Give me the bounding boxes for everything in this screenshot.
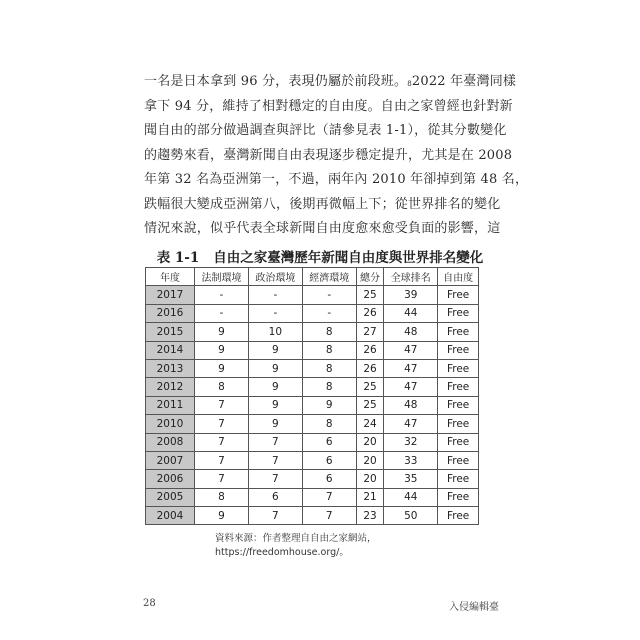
cell-political: 9	[248, 396, 302, 414]
cell-global-rank: 48	[384, 396, 438, 414]
header-status: 自由度	[438, 268, 479, 286]
body-line-1	[144, 70, 517, 95]
body-line-5: 年第 32 名為亞洲第一，不過，兩年內 2010 年卻掉到第 48 名，	[144, 172, 529, 187]
table-row	[146, 304, 479, 322]
cell-legal: 7	[195, 433, 249, 451]
cell-global-rank: 39	[384, 286, 438, 304]
table-caption	[0, 246, 640, 266]
cell-year: 2017	[146, 286, 195, 304]
body-line-7: 情況來說，似乎代表全球新聞自由度愈來愈受負面的影響，這	[144, 221, 501, 236]
cell-total: 25	[356, 378, 384, 396]
cell-economic: 7	[302, 488, 356, 506]
cell-political: 10	[248, 323, 302, 341]
cell-legal: 9	[195, 341, 249, 359]
cell-total: 26	[356, 304, 384, 322]
header-economic: 經濟環境	[302, 268, 356, 286]
cell-global-rank: 44	[384, 304, 438, 322]
cell-political: -	[248, 304, 302, 322]
table-row	[146, 323, 479, 341]
cell-economic: 8	[302, 415, 356, 433]
body-line-1-tail: 2022 年臺灣同樣	[411, 74, 517, 89]
cell-global-rank: 35	[384, 470, 438, 488]
cell-legal: -	[195, 304, 249, 322]
cell-status: Free	[438, 415, 479, 433]
cell-global-rank: 47	[384, 378, 438, 396]
cell-political: 7	[248, 507, 302, 525]
cell-total: 24	[356, 415, 384, 433]
cell-status: Free	[438, 341, 479, 359]
footnote-marker: 8	[407, 80, 412, 88]
cell-political: 9	[248, 341, 302, 359]
body-line-3: 聞自由的部分做過調查與評比（請參見表 1-1），從其分數變化	[144, 123, 507, 138]
table-row	[146, 396, 479, 414]
cell-political: 7	[248, 433, 302, 451]
header-total: 總分	[356, 268, 384, 286]
running-title: 入侵編輯臺	[449, 602, 499, 613]
cell-total: 25	[356, 286, 384, 304]
cell-status: Free	[438, 286, 479, 304]
table-row	[146, 470, 479, 488]
cell-economic: 8	[302, 341, 356, 359]
cell-economic: 6	[302, 451, 356, 469]
cell-economic: 6	[302, 433, 356, 451]
cell-status: Free	[438, 433, 479, 451]
cell-economic: 9	[302, 396, 356, 414]
cell-status: Free	[438, 451, 479, 469]
table-row	[146, 286, 479, 304]
cell-legal: 7	[195, 415, 249, 433]
table-body	[146, 286, 479, 525]
cell-status: Free	[438, 470, 479, 488]
table-row	[146, 378, 479, 396]
cell-year: 2013	[146, 359, 195, 377]
press-freedom-table	[145, 267, 479, 525]
cell-global-rank: 48	[384, 323, 438, 341]
page-number: 28	[143, 598, 156, 609]
cell-political: 9	[248, 359, 302, 377]
cell-legal: 7	[195, 451, 249, 469]
cell-total: 20	[356, 451, 384, 469]
cell-total: 25	[356, 396, 384, 414]
cell-political: -	[248, 286, 302, 304]
cell-legal: 7	[195, 470, 249, 488]
cell-political: 9	[248, 415, 302, 433]
cell-status: Free	[438, 507, 479, 525]
cell-total: 20	[356, 433, 384, 451]
cell-political: 9	[248, 378, 302, 396]
cell-legal: 9	[195, 507, 249, 525]
cell-economic: 6	[302, 470, 356, 488]
cell-global-rank: 50	[384, 507, 438, 525]
cell-global-rank: 47	[384, 341, 438, 359]
table-row	[146, 433, 479, 451]
cell-total: 26	[356, 359, 384, 377]
cell-year: 2008	[146, 433, 195, 451]
cell-global-rank: 47	[384, 359, 438, 377]
cell-global-rank: 44	[384, 488, 438, 506]
body-line-1-head: 一名是日本拿到 96 分，表現仍屬於前段班。	[144, 74, 408, 89]
cell-total: 27	[356, 323, 384, 341]
body-paragraph	[144, 70, 529, 242]
cell-legal: 9	[195, 323, 249, 341]
body-line-4: 的趨勢來看，臺灣新聞自由表現逐步穩定提升，尤其是在 2008	[144, 147, 513, 163]
cell-status: Free	[438, 396, 479, 414]
cell-political: 7	[248, 451, 302, 469]
cell-economic: -	[302, 304, 356, 322]
header-legal: 法制環境	[195, 268, 249, 286]
cell-legal: 8	[195, 488, 249, 506]
cell-status: Free	[438, 359, 479, 377]
table-row	[146, 451, 479, 469]
cell-status: Free	[438, 304, 479, 322]
table-header-row	[146, 268, 479, 286]
cell-year: 2015	[146, 323, 195, 341]
cell-year: 2006	[146, 470, 195, 488]
cell-status: Free	[438, 378, 479, 396]
table-row	[146, 488, 479, 506]
header-year: 年度	[146, 268, 195, 286]
body-line-6: 跌幅很大變成亞洲第八，後期再微幅上下；從世界排名的變化	[144, 196, 501, 212]
cell-economic: 7	[302, 507, 356, 525]
cell-status: Free	[438, 488, 479, 506]
cell-year: 2012	[146, 378, 195, 396]
cell-total: 23	[356, 507, 384, 525]
cell-global-rank: 33	[384, 451, 438, 469]
table-caption-number: 表 1-1	[156, 250, 200, 266]
cell-year: 2016	[146, 304, 195, 322]
table-caption-title: 自由之家臺灣歷年新聞自由度與世界排名變化	[213, 250, 484, 266]
cell-year: 2010	[146, 415, 195, 433]
cell-economic: -	[302, 286, 356, 304]
cell-legal: -	[195, 286, 249, 304]
cell-economic: 8	[302, 359, 356, 377]
cell-year: 2005	[146, 488, 195, 506]
cell-legal: 9	[195, 359, 249, 377]
cell-total: 26	[356, 341, 384, 359]
body-line-2: 拿下 94 分，維持了相對穩定的自由度。自由之家曾經也針對新	[144, 98, 513, 114]
cell-year: 2011	[146, 396, 195, 414]
header-global-rank: 全球排名	[384, 268, 438, 286]
cell-political: 6	[248, 488, 302, 506]
table-row	[146, 341, 479, 359]
header-political: 政治環境	[248, 268, 302, 286]
cell-status: Free	[438, 323, 479, 341]
cell-global-rank: 47	[384, 415, 438, 433]
table-row	[146, 415, 479, 433]
cell-legal: 7	[195, 396, 249, 414]
cell-year: 2007	[146, 451, 195, 469]
cell-year: 2004	[146, 507, 195, 525]
cell-legal: 8	[195, 378, 249, 396]
cell-political: 7	[248, 470, 302, 488]
cell-economic: 8	[302, 378, 356, 396]
cell-year: 2014	[146, 341, 195, 359]
cell-total: 21	[356, 488, 384, 506]
cell-total: 20	[356, 470, 384, 488]
table-row	[146, 507, 479, 525]
cell-global-rank: 32	[384, 433, 438, 451]
cell-economic: 8	[302, 323, 356, 341]
table-source-note: 資料來源：作者整理自自由之家網站，https://freedomhouse.org/。	[215, 533, 377, 558]
table-row	[146, 359, 479, 377]
